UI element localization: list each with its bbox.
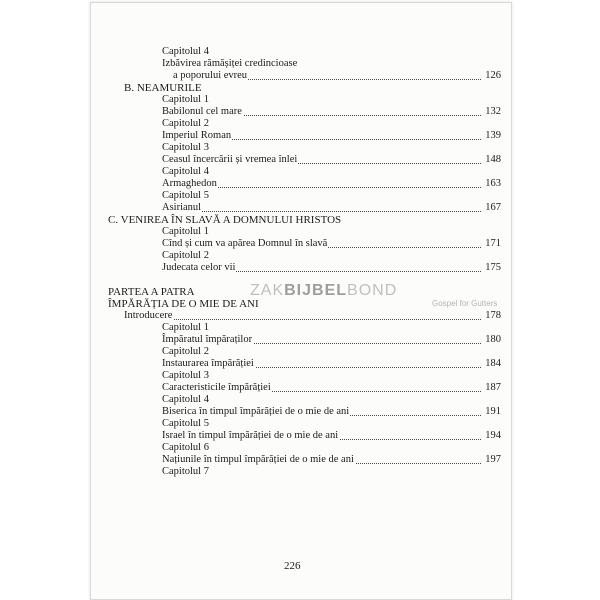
section-heading-c: C. VENIREA ÎN SLAVĂ A DOMNULUI HRISTOS	[108, 214, 342, 226]
chapter-label: Capitolul 1	[162, 226, 209, 237]
chapter-title: Cînd și cum va apărea Domnul în slavă	[162, 238, 328, 249]
toc-entry[interactable]	[173, 70, 501, 82]
toc-entry[interactable]	[162, 202, 501, 214]
toc-entry[interactable]	[162, 106, 501, 118]
page-ref: 197	[485, 454, 501, 465]
chapter-title: Biserica în timpul împărăției de o mie de ani	[162, 406, 350, 417]
chapter-title: Caracteristicile împărăției	[162, 382, 271, 393]
toc-entry[interactable]	[162, 406, 501, 418]
chapter-title: Imperiul Roman	[162, 130, 232, 141]
part-title: PARTEA A PATRA	[108, 286, 195, 298]
page-ref: 132	[485, 106, 501, 117]
page-ref: 163	[485, 178, 501, 189]
page-ref: 194	[485, 430, 501, 441]
toc-entry[interactable]	[162, 454, 501, 466]
watermark-logo: ZAKBIJBELBOND	[250, 282, 398, 299]
section-heading-b: B. NEAMURILE	[124, 82, 202, 94]
chapter-title: Împăratul împăraților	[162, 334, 253, 345]
toc-entry[interactable]	[162, 238, 501, 250]
chapter-title: Națiunile în timpul împărăției de o mie de ani	[162, 454, 354, 465]
page-ref: 171	[485, 238, 501, 249]
chapter-title: Armaghedon	[162, 178, 217, 189]
part-subtitle: ÎMPĂRĂȚIA DE O MIE DE ANI	[108, 298, 259, 310]
chapter-title: Ceasul încercării și vremea înlei	[162, 154, 298, 165]
page-number: 226	[284, 560, 301, 572]
chapter-label: Capitolul 2	[162, 118, 209, 129]
page-ref: 180	[485, 334, 501, 345]
chapter-label: Capitolul 3	[162, 370, 209, 381]
chapter-label: Capitolul 2	[162, 250, 209, 261]
page-ref: 191	[485, 406, 501, 417]
page-ref: 148	[485, 154, 501, 165]
chapter-label: Capitolul 2	[162, 346, 209, 357]
page-ref: 184	[485, 358, 501, 369]
toc-entry[interactable]	[162, 430, 501, 442]
chapter-title: Babilonul cel mare	[162, 106, 242, 117]
chapter-label: Capitolul 4	[162, 46, 209, 57]
toc-entry[interactable]	[162, 154, 501, 166]
intro-title: Introducere	[124, 310, 173, 321]
watermark-tagline: Gospel for Gutters	[432, 299, 498, 308]
toc-entry[interactable]	[162, 382, 501, 394]
chapter-label: Capitolul 1	[162, 322, 209, 333]
chapter-label: Capitolul 4	[162, 394, 209, 405]
toc-entry-introduction[interactable]	[124, 310, 501, 322]
chapter-title: Izbăvirea rămășiței credincioase	[162, 58, 298, 69]
chapter-label: Capitolul 7	[162, 466, 209, 477]
page-ref: 175	[485, 262, 501, 273]
chapter-label: Capitolul 5	[162, 190, 209, 201]
page-ref: 167	[485, 202, 501, 213]
chapter-label: Capitolul 5	[162, 418, 209, 429]
chapter-label: Capitolul 3	[162, 142, 209, 153]
page-ref: 178	[485, 310, 501, 321]
page-ref: 139	[485, 130, 501, 141]
toc-entry[interactable]	[162, 358, 501, 370]
chapter-title: Israel în timpul împărăției de o mie de ani	[162, 430, 339, 441]
chapter-label: Capitolul 4	[162, 166, 209, 177]
page-ref: 126	[485, 70, 501, 81]
toc-entry[interactable]	[162, 334, 501, 346]
toc-entry[interactable]	[162, 178, 501, 190]
chapter-title: a poporului evreu	[173, 70, 248, 81]
chapter-title: Asirianul	[162, 202, 202, 213]
chapter-title: Instaurarea împărăției	[162, 358, 254, 369]
chapter-label: Capitolul 6	[162, 442, 209, 453]
chapter-label: Capitolul 1	[162, 94, 209, 105]
toc-entry[interactable]	[162, 262, 501, 274]
toc-entry[interactable]	[162, 130, 501, 142]
chapter-title: Judecata celor vii	[162, 262, 236, 273]
page-ref: 187	[485, 382, 501, 393]
